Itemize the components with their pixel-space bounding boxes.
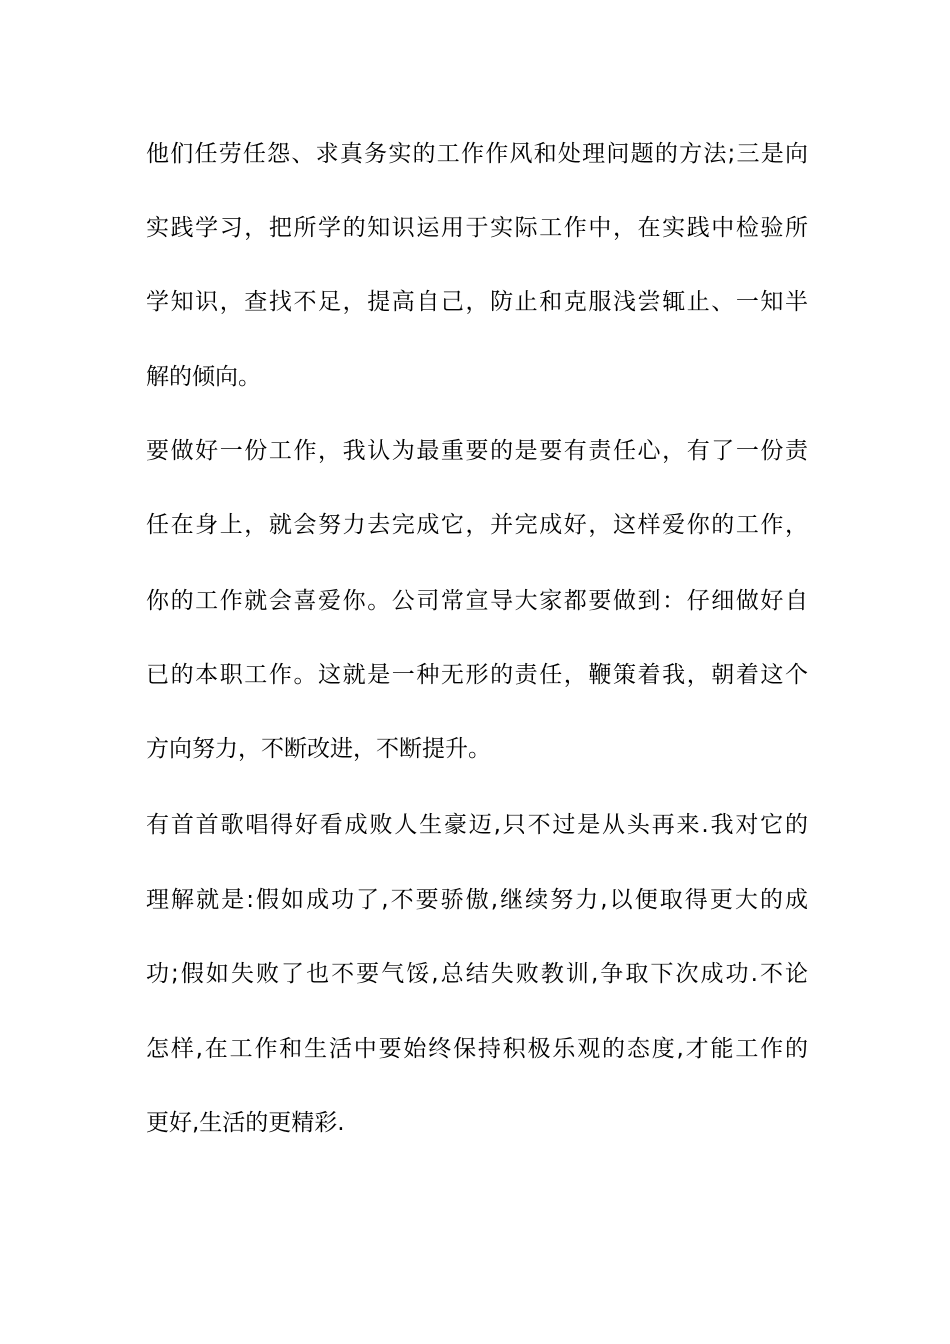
text-line: 更好,生活的更精彩. <box>146 1110 345 1136</box>
text-line: 要做好一份工作，我认为最重要的是要有责任心，有了一份责 <box>146 438 808 464</box>
text-line: 他们任劳任怨、求真务实的工作作风和处理问题的方法;三是向 <box>146 141 808 167</box>
text-line: 解的倾向。 <box>146 364 261 390</box>
text-line: 怎样,在工作和生活中要始终保持积极乐观的态度,才能工作的 <box>146 1036 808 1062</box>
text-line: 学知识，查找不足，提高自己，防止和克服浅尝辄止、一知半 <box>146 289 808 315</box>
text-line: 实践学习，把所学的知识运用于实际工作中，在实践中检验所 <box>146 215 808 241</box>
text-line: 有首首歌唱得好看成败人生豪迈,只不过是从头再来.我对它的 <box>146 812 808 838</box>
text-line: 功;假如失败了也不要气馁,总结失败教训,争取下次成功.不论 <box>146 961 808 987</box>
text-line: 任在身上，就会努力去完成它，并完成好，这样爱你的工作， <box>146 512 808 538</box>
text-line: 理解就是:假如成功了,不要骄傲,继续努力,以便取得更大的成 <box>146 887 808 913</box>
text-line: 方向努力，不断改进，不断提升。 <box>146 736 491 762</box>
text-line: 你的工作就会喜爱你。公司常宣导大家都要做到：仔细做好自 <box>146 588 808 614</box>
text-line: 已的本职工作。这就是一种无形的责任，鞭策着我，朝着这个 <box>146 662 808 688</box>
